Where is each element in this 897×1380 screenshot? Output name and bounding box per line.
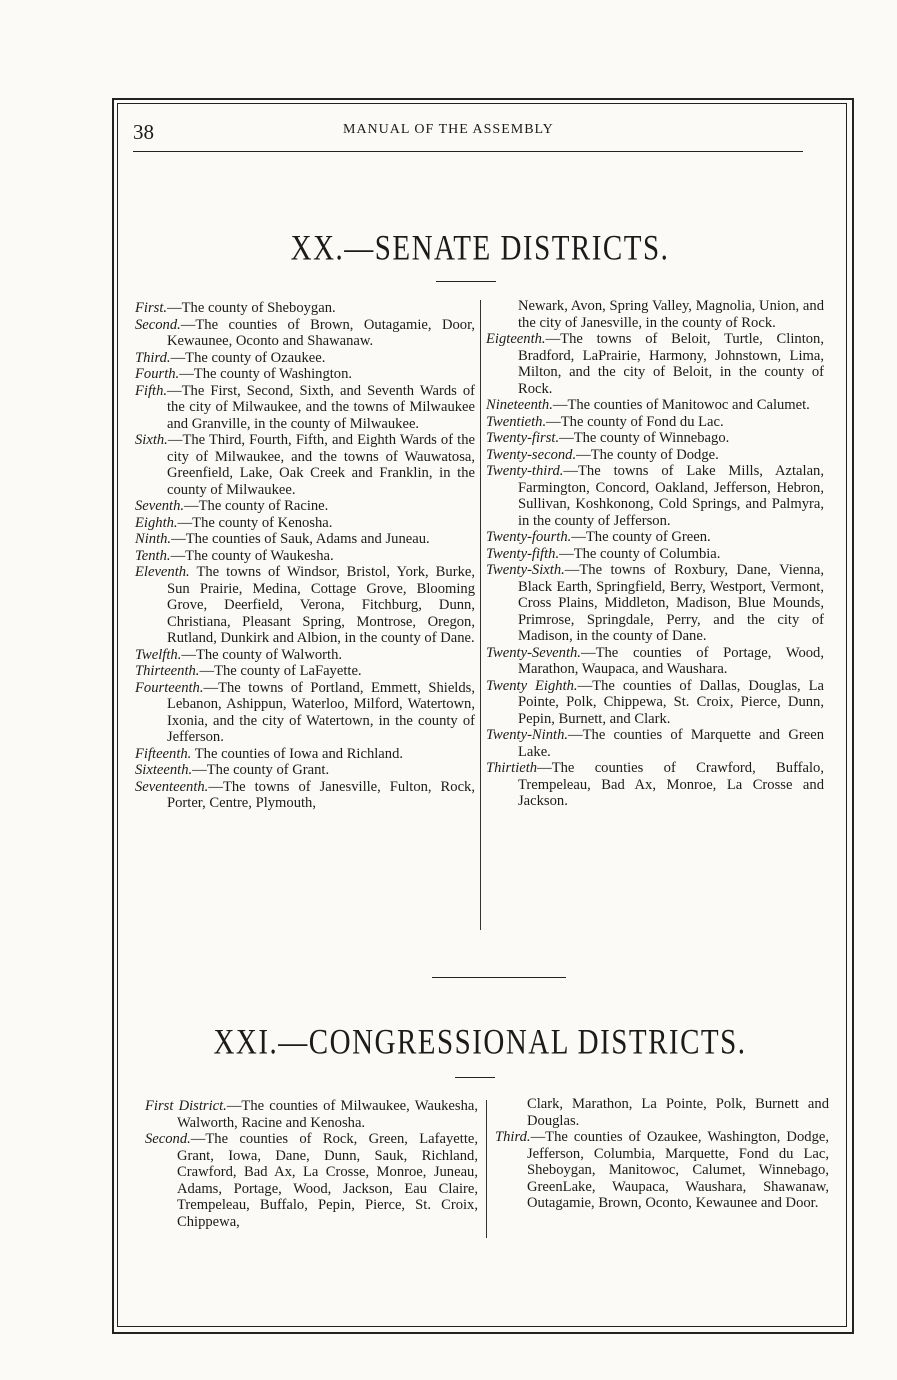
district-description: —The county of Waukesha. xyxy=(170,547,334,564)
district-description: —The counties of Dallas, Douglas, La Pointe, Polk, Chippewa, St. Croix, Pierce, Dunn, Pepin, Burnett, and Clark. xyxy=(518,677,824,727)
district-entry xyxy=(135,663,475,680)
district-description: —The counties of Manitowoc and Calumet. xyxy=(552,397,810,413)
district-name: Twenty-second. xyxy=(486,446,577,463)
district-entry xyxy=(495,1129,829,1212)
district-name: Second. xyxy=(135,316,181,333)
district-name: Twenty-fifth. xyxy=(486,545,560,562)
senate-left-column xyxy=(135,300,475,812)
district-description: —The towns of Portland, Emmett, Shields, Lebanon, Ashippun, Waterloo, Milford, Watertown, Ixonia, and the city of Watertown, in the county of Jefferson. xyxy=(167,679,475,745)
district-entry xyxy=(486,430,824,447)
district-entry xyxy=(145,1131,478,1230)
district-name: Fifth. xyxy=(135,382,168,399)
district-name: Eleventh. xyxy=(135,564,190,580)
district-entry xyxy=(135,531,475,548)
district-name: Thirtieth xyxy=(486,760,538,776)
district-description: —The counties of Milwaukee, Waukesha, Walworth, Racine and Kenosha. xyxy=(177,1098,478,1131)
district-entry xyxy=(135,779,475,812)
continuation-text: Newark, Avon, Spring Valley, Magnolia, Union, and the city of Janesville, in the county of Rock. xyxy=(518,298,824,331)
district-name: Third. xyxy=(495,1129,531,1145)
district-entry xyxy=(135,647,475,664)
district-entry xyxy=(135,680,475,746)
title-rule xyxy=(436,281,496,282)
district-description: —The First, Second, Sixth, and Seventh Wards of the city of Milwaukee, and the towns of Milwaukee and Granville, in the county of Milwaukee. xyxy=(167,382,475,432)
district-description: —The counties of Marquette and Green Lake. xyxy=(518,727,824,760)
district-name: First. xyxy=(135,300,168,316)
district-name: Sixth. xyxy=(135,432,168,448)
district-description: —The county of Kenosha. xyxy=(177,514,333,531)
district-description: —The counties of Ozaukee, Washington, Dodge, Jefferson, Columbia, Marquette, Fond du Lac, Sheboygan, Manitowoc, Calumet, Winnebago, GreenLake, Waupaca, Waushara, Shawanaw, Outagamie, Brown, Oconto, Kewaunee and Door. xyxy=(527,1129,829,1211)
title-rule xyxy=(455,1077,495,1078)
district-entry xyxy=(486,447,824,464)
column-divider xyxy=(480,300,481,930)
district-entry xyxy=(135,432,475,498)
district-entry xyxy=(486,645,824,678)
congressional-left-column xyxy=(145,1098,478,1230)
district-entry xyxy=(135,498,475,515)
district-entry xyxy=(135,317,475,350)
district-entry xyxy=(486,546,824,563)
district-description: —The towns of Janesville, Fulton, Rock, Porter, Centre, Plymouth, xyxy=(167,778,475,811)
district-name: Fourth. xyxy=(135,366,180,382)
district-description: —The county of Ozaukee. xyxy=(170,349,326,366)
district-description: —The county of Fond du Lac. xyxy=(546,413,724,430)
district-name: Eigteenth. xyxy=(486,331,546,347)
district-description: —The county of Dodge. xyxy=(576,446,719,463)
continuation-text: Clark, Marathon, La Pointe, Polk, Burnett and Douglas. xyxy=(527,1096,829,1129)
district-name: Twentieth. xyxy=(486,413,547,430)
district-entry xyxy=(135,350,475,367)
congressional-title: XXI.—CONGRESSIONAL DISTRICTS. xyxy=(213,1022,747,1062)
district-entry xyxy=(486,463,824,529)
senate-right-column xyxy=(486,298,824,810)
district-entry xyxy=(135,548,475,565)
page-number: 38 xyxy=(133,120,154,144)
congressional-right-entries xyxy=(495,1129,829,1212)
senate-right-entries xyxy=(486,331,824,810)
district-entry xyxy=(135,762,475,779)
district-name: Nineteenth. xyxy=(486,397,553,413)
district-entry xyxy=(135,515,475,532)
district-entry xyxy=(135,366,475,383)
district-name: Twelfth. xyxy=(135,646,182,663)
district-description: —The county of Columbia. xyxy=(559,545,721,562)
district-description: —The county of Winnebago. xyxy=(559,430,730,446)
running-head: MANUAL OF THE ASSEMBLY xyxy=(343,122,554,137)
section-separator-rule xyxy=(432,977,566,978)
district-description: —The county of Washington. xyxy=(179,366,353,382)
district-name: Eighth. xyxy=(135,514,178,531)
district-description: The towns of Windsor, Bristol, York, Burke, Sun Prairie, Medina, Cottage Grove, Blooming Grove, Deerfield, Verona, Fitchburg, Dunn, Christiana, Pleasant Spring, Montrose, Oregon, Rutland, Dunkirk and Albion, in the county of Dane. xyxy=(167,564,475,646)
district-description: —The Third, Fourth, Fifth, and Eighth Wards of the city of Milwaukee, and the towns of Wauwatosa, Greenfield, Lake, Oak Creek and Franklin, in the county of Milwaukee. xyxy=(167,432,475,498)
district-entry xyxy=(145,1098,478,1131)
district-entry xyxy=(135,746,475,763)
district-description: —The counties of Rock, Green, Lafayette, Grant, Iowa, Dane, Dunn, Sauk, Richland, Crawford, Bad Ax, La Crosse, Monroe, Juneau, Adams, Portage, Wood, Jackson, Eau Claire, Trempeleau, Buffalo, Pepin, Pierce, St. Croix, Chippewa, xyxy=(177,1131,478,1230)
district-name: Thirteenth. xyxy=(135,663,200,679)
column-divider xyxy=(486,1100,487,1238)
district-entry xyxy=(486,562,824,645)
district-description: —The counties of Brown, Outagamie, Door, Kewaunee, Oconto and Shawanaw. xyxy=(167,316,475,349)
district-name: First District. xyxy=(145,1098,227,1114)
district-description: —The towns of Lake Mills, Aztalan, Farmington, Concord, Oakland, Jefferson, Hebron, Sullivan, Koshkonong, Cold Springs, and Palmyra, in the county of Jefferson. xyxy=(518,463,824,529)
district-name: Seventh. xyxy=(135,498,185,514)
district-name: Twenty-first. xyxy=(486,430,560,446)
district-entry xyxy=(486,529,824,546)
district-description: —The counties of Sauk, Adams and Juneau. xyxy=(171,531,430,547)
district-name: Tenth. xyxy=(135,547,171,564)
district-name: Seventeenth. xyxy=(135,778,209,795)
district-entry xyxy=(486,760,824,810)
district-description: The counties of Iowa and Richland. xyxy=(191,745,404,762)
district-description: —The counties of Portage, Wood, Marathon, Waupaca, and Waushara. xyxy=(518,644,824,677)
district-name: Third. xyxy=(135,349,171,366)
senate-title: XX.—SENATE DISTRICTS. xyxy=(290,228,670,268)
district-entry xyxy=(135,383,475,433)
district-name: Second. xyxy=(145,1131,191,1147)
district-description: —The county of Grant. xyxy=(192,762,330,778)
district-name: Twenty-fourth. xyxy=(486,529,572,545)
district-description: —The counties of Crawford, Buffalo, Trempeleau, Bad Ax, Monroe, La Crosse and Jackson. xyxy=(518,760,824,809)
district-description: —The county of Green. xyxy=(571,529,711,545)
district-name: Twenty Eighth. xyxy=(486,677,578,694)
district-description: —The county of Walworth. xyxy=(181,646,343,663)
district-description: —The towns of Roxbury, Dane, Vienna, Black Earth, Springfield, Berry, Westport, Vermont, Cross Plains, Middleton, Madison, Blue Mounds, Primrose, Springdale, Perry, and the city of Madison, in the county of Dane. xyxy=(518,562,824,644)
district-name: Fourteenth. xyxy=(135,679,204,696)
district-description: —The county of LaFayette. xyxy=(199,663,362,679)
district-entry xyxy=(486,414,824,431)
district-name: Twenty-Seventh. xyxy=(486,644,581,661)
district-entry xyxy=(486,727,824,760)
district-name: Ninth. xyxy=(135,531,172,547)
district-entry xyxy=(486,331,824,397)
district-name: Twenty-Sixth. xyxy=(486,562,565,578)
congressional-right-column xyxy=(495,1096,829,1212)
district-entry xyxy=(135,300,475,317)
district-description: —The county of Racine. xyxy=(184,498,329,514)
district-name: Fifteenth. xyxy=(135,745,192,762)
page-header xyxy=(133,120,803,150)
district-name: Sixteenth. xyxy=(135,762,193,778)
district-description: —The county of Sheboygan. xyxy=(167,300,336,316)
header-rule xyxy=(133,151,803,152)
district-entry xyxy=(135,564,475,647)
district-name: Twenty-third. xyxy=(486,463,564,479)
district-entry xyxy=(486,678,824,728)
district-name: Twenty-Ninth. xyxy=(486,727,569,743)
district-entry xyxy=(486,397,824,414)
district-description: —The towns of Beloit, Turtle, Clinton, Bradford, LaPrairie, Harmony, Johnstown, Lima, Milton, and the city of Beloit, in the county of Rock. xyxy=(518,331,824,397)
